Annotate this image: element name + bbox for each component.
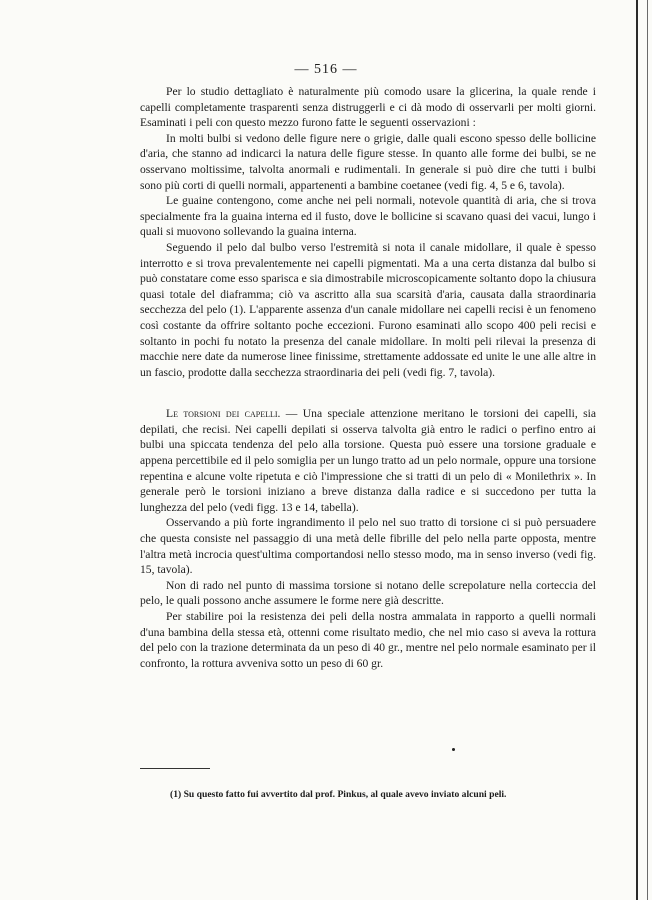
section-gap <box>140 380 596 406</box>
section-heading: Le torsioni dei capelli. <box>166 407 281 421</box>
paragraph-2: In molti bulbi si vedono delle figure nere o grigie, dalle quali escono spesso delle bollicine d'aria, che stanno ad indicarci la natura delle figure stesse. In quanto alle forme dei bulbi, se ne osservano moltissime, talvolta anormali e rudimentali. In generale si può dire che tutti i bulbi sono più corti di quelli normali, appartenenti a bambine coetanee (vedi fig. 4, 5 e 6, tavola). <box>140 131 596 192</box>
page-number: — 516 — <box>294 62 358 77</box>
page-edge-line <box>647 0 648 900</box>
section-paragraph-3: Non di rado nel punto di massima torsione si notano delle screpolature nella corteccia del pelo, le quali possono anche assumere le forme nere già descritte. <box>140 578 596 608</box>
section-paragraph-2: Osservando a più forte ingrandimento il pelo nel suo tratto di torsione ci si può persuadere che questa consiste nel passaggio di una metà delle fibrille del pelo nella parte opposta, mentre l'altra metà incrocia quest'ultima comportandosi nello stesso modo, ma in senso inverso (vedi fig. 15, tavola). <box>140 516 596 577</box>
section-first-paragraph <box>140 406 596 515</box>
body-text <box>140 84 596 671</box>
paragraph-4: Seguendo il pelo dal bulbo verso l'estremità si nota il canale midollare, il quale è spesso interrotto e si trova prevalentemente nei capelli pigmentati. Ma a una certa distanza dal bulbo si può constatare come esso sparisca e sia dimostrabile microscopicamente soltanto dopo la chiusura quasi totale del diaframma; ciò va ascritto alla sua scarsità d'aria, causata dalla straordinaria secchezza del pelo (1). L'apparente assenza d'un canale midollare nei capelli recisi è un fenomeno così costante da offrire soltanto poche eccezioni. Furono esaminati allo scopo 400 peli recisi e soltanto in pochi fu notato la presenza del canale midollare. In molti peli rilevai la presenza di macchie nere date da numerose linee finissime, strettamente addossate ed unite le une alle altre in un fascio, prodotte dalla secchezza straordinaria dei peli (vedi fig. 7, tavola). <box>140 240 596 379</box>
ink-speck <box>452 748 455 751</box>
paragraph-3: Le guaine contengono, come anche nei peli normali, notevole quantità di aria, che si trova specialmente fra la guaina interna ed il fusto, dove le bollicine si scavano quasi dei vacui, lungo i quali si muovono sollevando la guaina interna. <box>140 194 596 239</box>
section-paragraph-4: Per stabilire poi la resistenza dei peli della nostra ammalata in rapporto a quelli normali d'una bambina della stessa età, ottenni come risultato medio, che nel mio caso si aveva la rottura del pelo con la trazione determinata da un peso di 40 gr., mentre nel pelo normale esaminato per il confronto, la rottura avveniva sotto un peso di 60 gr. <box>140 610 596 670</box>
footnote-rule <box>140 768 210 769</box>
section-first-paragraph-text: — Una speciale attenzione meritano le torsioni dei capelli, sia depilati, che recisi. Nei capelli depilati si osserva talvolta già entro le radici o perfino entro ai bulbi una spiccata tendenza del pelo alla torsione. Questa può essere una torsione graduale e appena percettibile ed il pelo somiglia per un lungo tratto ad un pelo normale, oppure una torsione repentina e alcune volte ripetuta e ciò l'impressione che si tratti di un pelo di « Monilethrix ». In generale però le torsioni iniziano a breve distanza dalla radice e si succedono per tutta la lunghezza del pelo (vedi figg. 13 e 14, tabella). <box>140 407 596 514</box>
paragraph-1: Per lo studio dettagliato è naturalmente più comodo usare la glicerina, la quale rende i capelli completamente trasparenti senza distruggerli e ci dà modo di osservarli per molti giorni. Esaminati i peli con questo mezzo furono fatte le seguenti osservazioni : <box>140 85 596 130</box>
footnote: (1) Su questo fatto fui avvertito dal prof. Pinkus, al quale avevo inviato alcuni peli. <box>170 789 507 800</box>
page-edge-shadow <box>636 0 638 900</box>
